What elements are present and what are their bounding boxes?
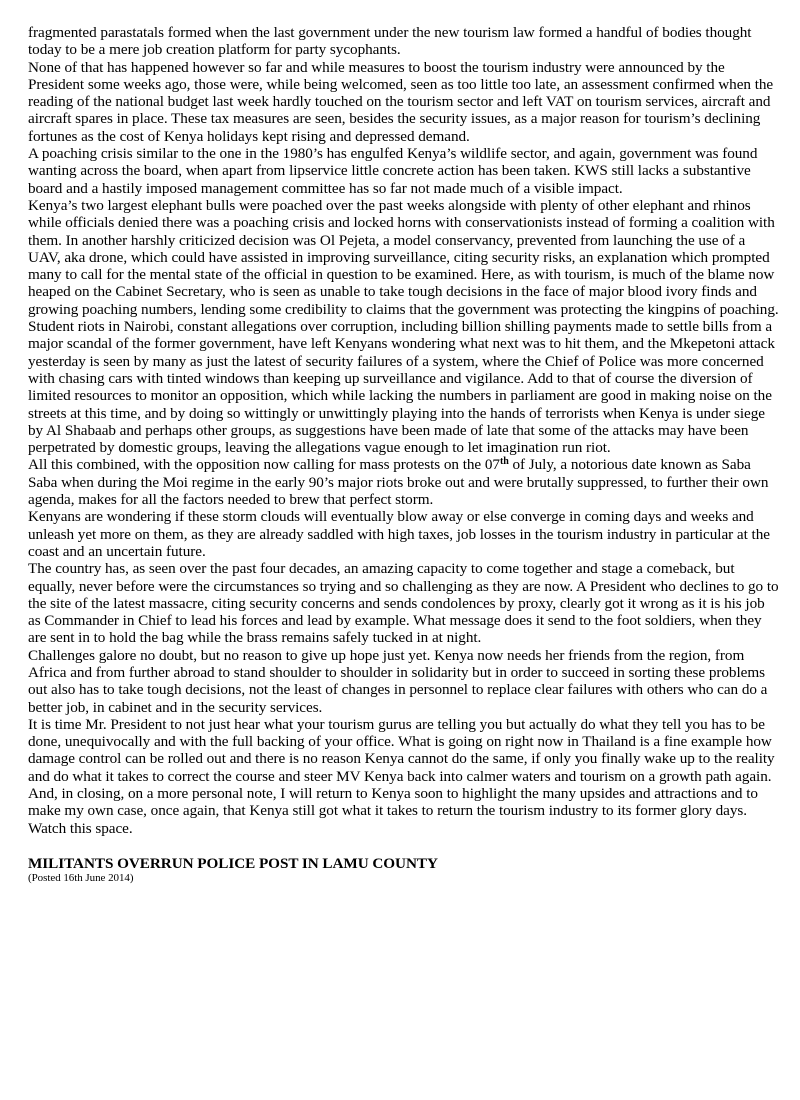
paragraph-student-riots: Student riots in Nairobi, constant allegations over corruption, including billion shilling payments made to settle bills from a major scandal of the former government, have left Kenyans wondering what next was to hit them, and the Mkepetoni attack yesterday is seen by many as just the latest of security failures of a system, where the Chief of Police was more concerned with chasing cars with tinted windows than keeping up surveillance and vigilance. Add to that of course the diversion of limited resources to monitor an opposition, which while lacking the numbers in parliament are good in making noise on the streets at this time, and by doing so wittingly or unwittingly playing into the hands of terrorists when Kenya is under siege by Al Shabaab and perhaps other groups, as suggestions have been made of late that some of the attacks may have been perpetrated by domestic groups, leaving the allegations vague enough to let imagination run riot. bbox=[28, 318, 775, 457]
saba-text-after: of July, a notorious date known as Saba Saba when during the Moi regime in the early 90’s major riots broke out and were brutally suppressed, to further their own agenda, makes for all the factors needed to brew that perfect storm. bbox=[28, 456, 769, 509]
paragraph-closing: And, in closing, on a more personal note, I will return to Kenya soon to highlight the many upsides and attractions and to make my own case, once again, that Kenya still got what it takes to return the tourism industry to its former glory days. Watch this space. bbox=[28, 785, 758, 837]
paragraph-elephant-bulls: Kenya’s two largest elephant bulls were poached over the past weeks alongside with plenty of other elephant and rhinos while officials denied there was a poaching crisis and locked horns with conservationists instead of forming a coalition with them. In another harshly criticized decision was Ol Pejeta, a model conservancy, prevented from launching the use of a UAV, aka drone, which could have assisted in improving surveillance, citing security risks, an explanation which prompted many to call for the mental state of the official in question to be examined. Here, as with tourism, is much of the blame now heaped on the Cabinet Secretary, who is seen as unable to take tough decisions in the face of major blood ivory finds and growing poaching numbers, lending some credibility to claims that the government was protecting the kingpins of poaching. bbox=[28, 196, 779, 318]
saba-text-before: All this combined, with the opposition now calling for mass protests on the 07 bbox=[28, 456, 500, 474]
posted-date: (Posted 16th June 2014) bbox=[28, 871, 134, 884]
paragraph-fragmented-parastatals: fragmented parastatals formed when the last government under the new tourism law formed a handful of bodies thought today to be a mere job creation platform for party sycophants. bbox=[28, 24, 752, 59]
article-headline: MILITANTS OVERRUN POLICE POST IN LAMU COUNTY bbox=[28, 854, 438, 872]
document-page bbox=[28, 24, 780, 885]
paragraph-saba-saba bbox=[28, 456, 780, 508]
ordinal-suffix: th bbox=[499, 456, 509, 468]
paragraph-poaching-crisis: A poaching crisis similar to the one in the 1980’s has engulfed Kenya’s wildlife sector, and again, government was found wanting across the board, when apart from lipservice little concrete action has been taken. KWS still lacks a substantive board and a hastily imposed management committee has so far not made much of a visible impact. bbox=[28, 145, 758, 197]
paragraph-storm-clouds: Kenyans are wondering if these storm clouds will eventually blow away or else converge in coming days and weeks and unleash yet more on them, as they are already saddled with high taxes, job losses in the tourism industry in particular at the coast and an uncertain future. bbox=[28, 508, 770, 560]
paragraph-challenges: Challenges galore no doubt, but no reason to give up hope just yet. Kenya now needs her friends from the region, from Africa and from further abroad to stand shoulder to shoulder in solidarity but in order to succeed in sorting these problems out also has to take tough decisions, not the least of changes in personnel to replace clear failures with others who can do a better job, in cabinet and in the security services. bbox=[28, 646, 768, 716]
paragraph-mr-president: It is time Mr. President to not just hear what your tourism gurus are telling you but actually do what they tell you has to be done, unequivocally and with the full backing of your office. What is going on right now in Thailand is a fine example how damage control can be rolled out and there is no reason Kenya cannot do the same, if only you finally wake up to the reality and do what it takes to correct the course and steer MV Kenya back into calmer waters and tourism on a growth path again. bbox=[28, 715, 775, 785]
paragraph-tourism-measures: None of that has happened however so far and while measures to boost the tourism industry were announced by the President some weeks ago, those were, while being welcomed, seen as too little too late, an assessment confirmed when the reading of the national budget last week hardly touched on the tourism sector and left VAT on tourism services, aircraft and aircraft spares in place. These tax measures are seen, besides the security issues, as a major reason for tourism’s declining fortunes as the cost of Kenya holidays kept rising and depressed demand. bbox=[28, 58, 774, 145]
paragraph-comeback: The country has, as seen over the past four decades, an amazing capacity to come together and stage a comeback, but equally, never before were the circumstances so trying and so challenging as they are now. A President who declines to go to the site of the latest massacre, citing security concerns and sends condolences by proxy, clearly got it wrong as it is his job as Commander in Chief to lead his forces and lead by example. What message does it send to the foot soldiers, when they are sent in to hold the bag while the brass remains safely tucked in at night. bbox=[28, 560, 779, 647]
